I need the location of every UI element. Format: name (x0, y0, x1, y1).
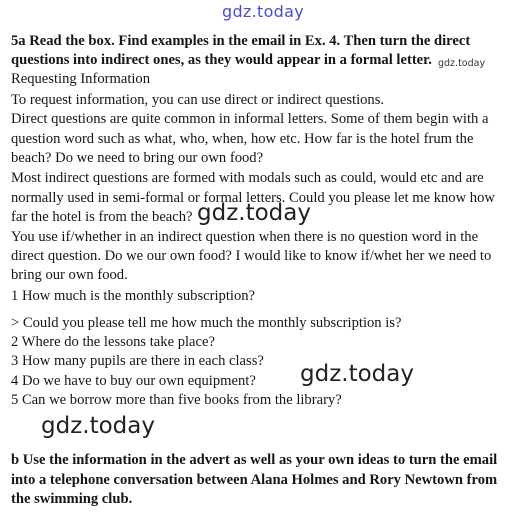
box-line: beach? Do we need to bring our own food? (11, 150, 264, 166)
task-a-heading-line-1: 5a Read the box. Find examples in the email in Ex. 4. Then turn the direct (11, 33, 471, 49)
question-4: 4 Do we have to buy our own equipment? (11, 373, 256, 389)
watermark-right: gdz.today (300, 361, 414, 387)
watermark-small: gdz.today (438, 58, 486, 69)
task-b-line-2: into a telephone conversation between Alana Holmes and Rory Newtown from (11, 472, 498, 488)
box-line: bring our own food. (11, 267, 128, 283)
box-line: direct question. Do we our own food? I would like to know if/whet her we need to (11, 248, 492, 264)
box-line: far the hotel is from the beach? (11, 209, 193, 225)
question-2: 2 Where do the lessons take place? (11, 334, 215, 350)
box-line: Most indirect questions are formed with modals such as could, would etc and are (11, 170, 484, 186)
question-3: 3 How many pupils are there in each class? (11, 353, 264, 369)
task-b-line-3: the swimming club. (11, 491, 133, 507)
watermark-middle: gdz.today (197, 200, 311, 226)
box-line: To request information, you can use direct or indirect questions. (11, 92, 385, 108)
watermark-bottom-left: gdz.today (41, 413, 155, 439)
example-answer: > Could you please tell me how much the monthly subscription is? (11, 315, 402, 331)
box-line: You use if/whether in an indirect question when there is no question word in the (11, 229, 479, 245)
task-b-line-1: b Use the information in the advert as well as your own ideas to turn the email (11, 452, 498, 468)
question-1: 1 How much is the monthly subscription? (11, 288, 256, 304)
question-5: 5 Can we borrow more than five books from the library? (11, 392, 342, 408)
task-a-heading-line-2: questions into indirect ones, as they would appear in a formal letter. (11, 52, 432, 68)
box-title: Requesting Information (11, 71, 151, 87)
watermark-top: gdz.today (222, 2, 304, 21)
box-line: normally used in semi-formal or formal letters. Could you please let me know how (11, 190, 495, 206)
box-line: question word such as what, who, when, how etc. How far is the hotel frum the (11, 131, 474, 147)
box-line: Direct questions are quite common in informal letters. Some of them begin with a (11, 111, 489, 127)
